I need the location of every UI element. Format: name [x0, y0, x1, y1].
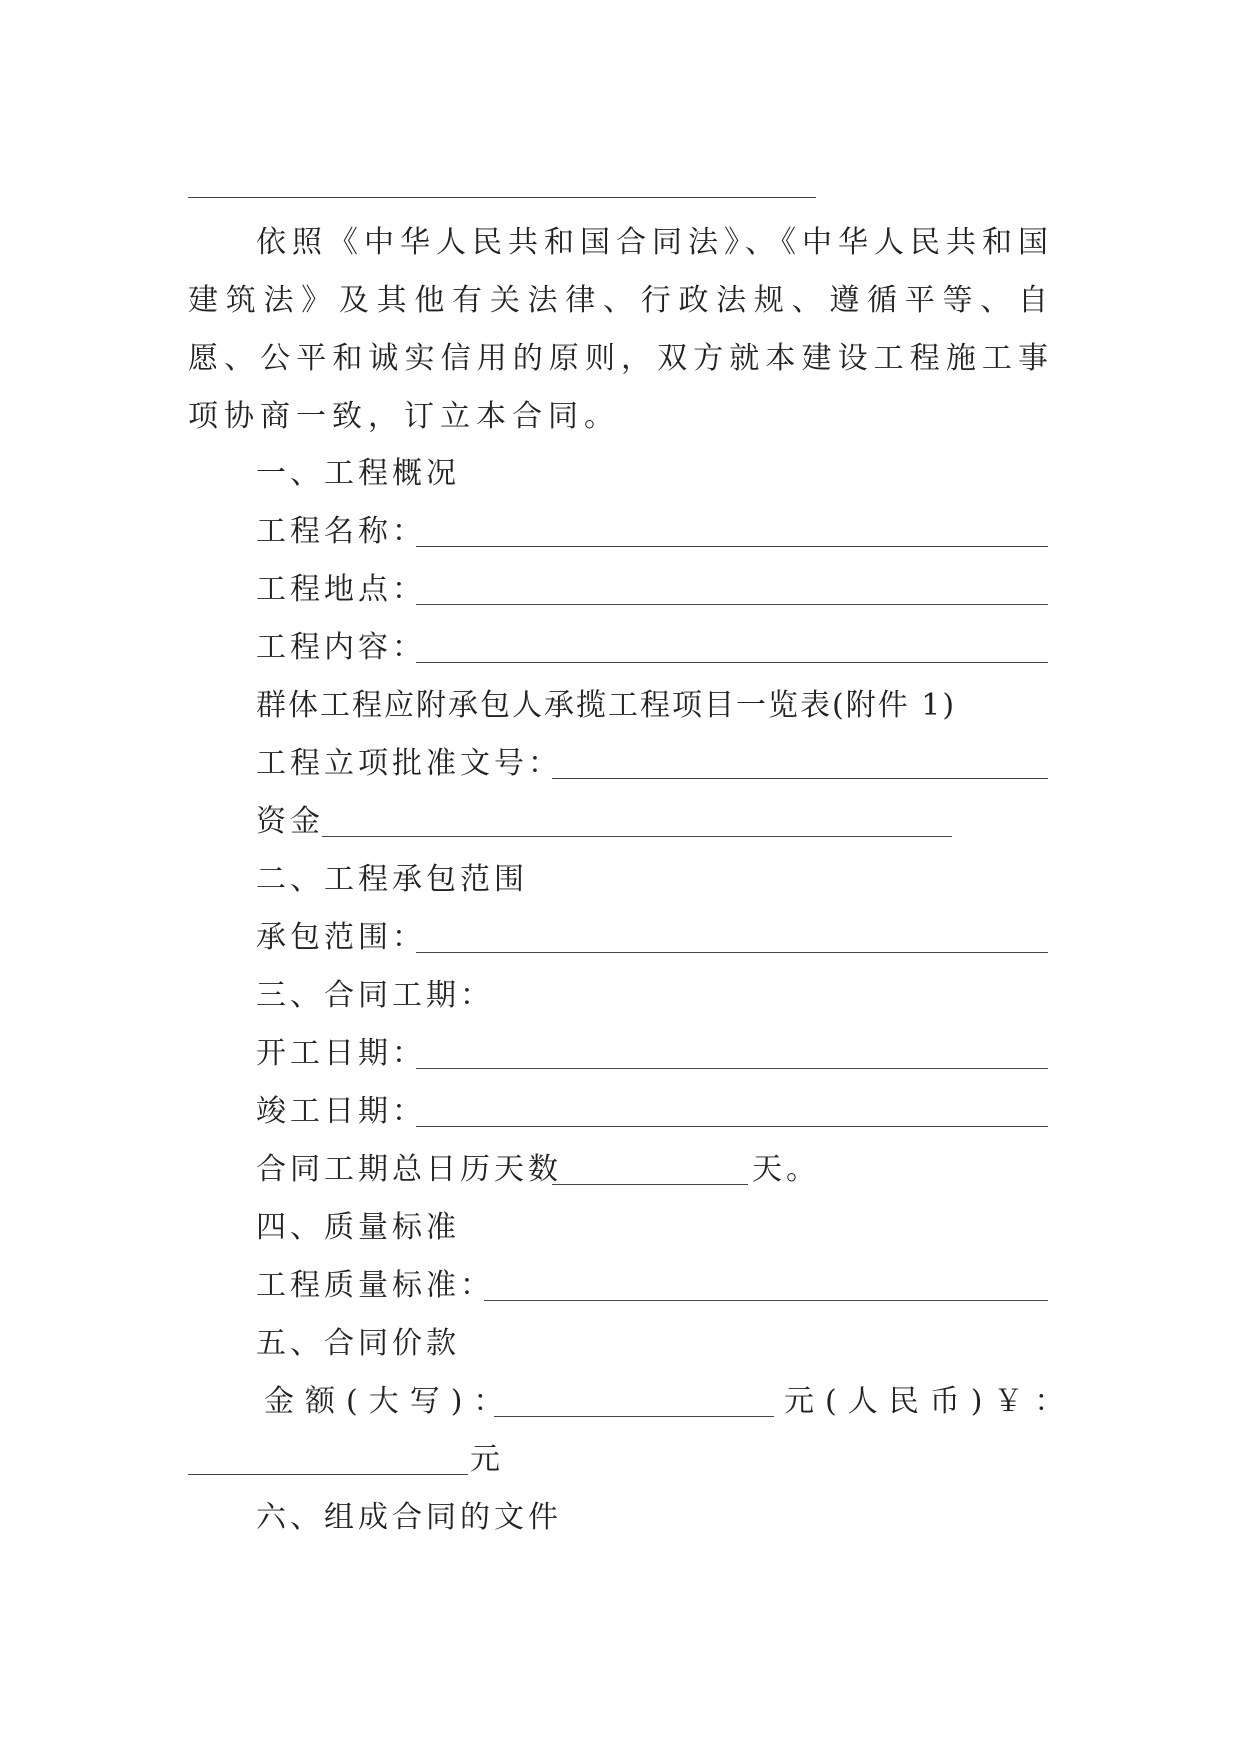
rmb-label: 元(人民币)￥： — [784, 1384, 1076, 1419]
approval-number-label: 工程立项批准文号： — [256, 746, 562, 781]
start-date-label: 开工日期： — [256, 1036, 426, 1071]
funds-label: 资金 — [256, 804, 324, 839]
project-content-field[interactable] — [416, 662, 1048, 663]
total-days-field[interactable] — [552, 1184, 748, 1185]
total-days-suffix: 天。 — [752, 1152, 820, 1187]
intro-paragraph: 依照《中华人民共和国合同法》、《中华人民共和国建筑法》及其他有关法律、行政法规、遵循平等、自愿、公平和诚实信用的原则，双方就本建设工程施工事项协商一致，订立本合同。 — [188, 225, 1054, 434]
section-5-heading: 五、合同价款 — [256, 1326, 460, 1361]
end-date-label: 竣工日期： — [256, 1094, 426, 1129]
section-3-heading: 三、合同工期： — [256, 978, 494, 1013]
project-name-field[interactable] — [416, 546, 1048, 547]
amount-figures-field[interactable] — [188, 1474, 468, 1475]
group-project-note: 群体工程应附承包人承揽工程项目一览表(附件 1) — [256, 688, 957, 723]
start-date-field[interactable] — [416, 1068, 1048, 1069]
quality-standard-field[interactable] — [484, 1300, 1048, 1301]
section-6-heading: 六、组成合同的文件 — [256, 1500, 562, 1535]
total-days-prefix: 合同工期总日历天数 — [256, 1152, 562, 1187]
section-2-heading: 二、工程承包范围 — [256, 862, 528, 897]
scope-label: 承包范围： — [256, 920, 426, 955]
top-blank-line — [188, 197, 816, 198]
section-4-heading: 四、质量标准 — [256, 1210, 460, 1245]
end-date-field[interactable] — [416, 1126, 1048, 1127]
amount-words-label: 金额(大写)： — [264, 1384, 515, 1419]
project-content-label: 工程内容： — [256, 630, 426, 665]
section-1-heading: 一、工程概况 — [256, 456, 460, 491]
amount-words-field[interactable] — [494, 1416, 774, 1417]
yuan-unit: 元 — [470, 1442, 504, 1477]
funds-field[interactable] — [322, 836, 952, 837]
project-location-field[interactable] — [416, 604, 1048, 605]
approval-number-field[interactable] — [552, 778, 1048, 779]
project-name-label: 工程名称： — [256, 514, 426, 549]
project-location-label: 工程地点： — [256, 572, 426, 607]
scope-field[interactable] — [416, 952, 1048, 953]
quality-standard-label: 工程质量标准： — [256, 1268, 494, 1303]
